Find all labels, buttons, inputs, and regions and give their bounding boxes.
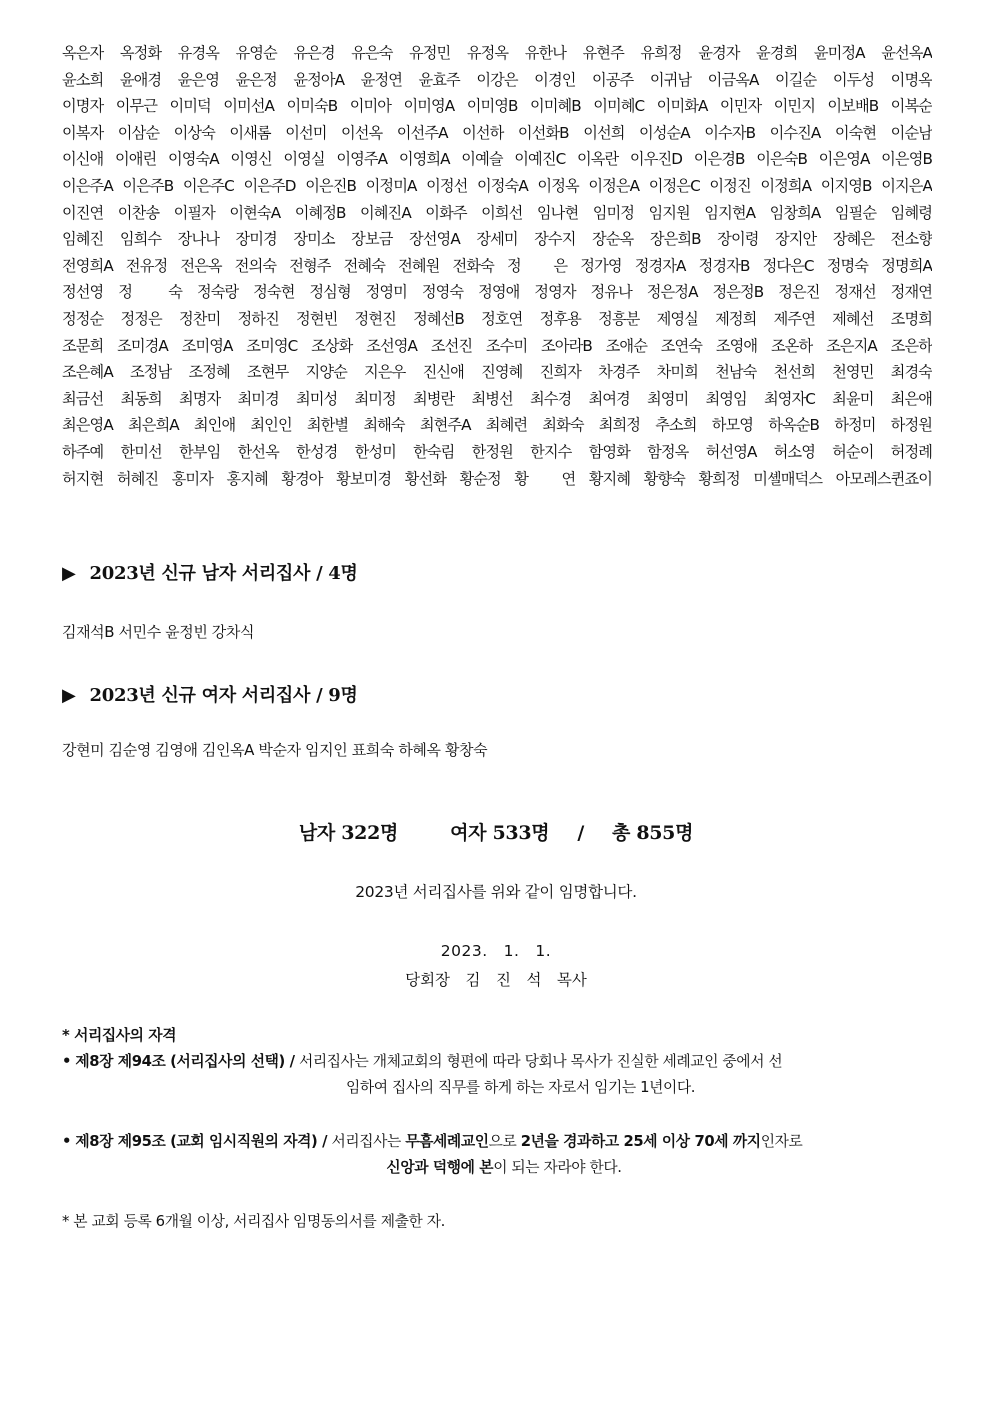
name-row: 옥은자 옥정화 유경옥 유영순 유은경 유은숙 유정민 유정옥 유한나 유현주 유희정 윤경자 윤경희 윤미정A 윤선옥A bbox=[62, 44, 932, 62]
name-row: 이복자 이삼순 이상숙 이새롬 이선미 이선옥 이선주A 이선하 이선화B 이선희 이성순A 이수자B 이수진A 이숙현 이순남 bbox=[62, 123, 932, 142]
new-female-deacons-title: 2023년 신규 여자 서리집사 / 9명 bbox=[89, 685, 358, 706]
name-row: 이은주A 이은주B 이은주C 이은주D 이은진B 이정미A 이정선 이정숙A 이정옥 이정은A 이정은C 이정진 이정희A 이지영B 이지은A bbox=[62, 176, 932, 195]
grand-total: 총 855명 bbox=[611, 822, 694, 844]
signature-line: 당회장 김 진 석 목사 bbox=[405, 971, 587, 989]
name-row: 전영희A 전유정 전은옥 전의숙 전형주 전혜숙 전혜원 전화숙 정 은 정가영 정경자A 정경자B 정다은C 정명숙 정명희A bbox=[62, 256, 932, 275]
article-95-line-2: 신앙과 덕행에 본이 되는 자라야 한다. bbox=[386, 1159, 622, 1176]
arrow-icon: ▶ bbox=[62, 685, 76, 706]
new-female-deacons-names: 강현미 김순영 김영애 김인옥A 박순자 임지인 표희숙 하혜옥 황창숙 bbox=[62, 741, 488, 759]
summary-slash: / bbox=[577, 822, 584, 844]
name-row: 최금선 최동희 최명자 최미경 최미성 최미정 최병란 최병선 최수경 최여경 최영미 최영임 최영자C 최윤미 최은애 bbox=[62, 389, 932, 408]
new-male-deacons-names: 김재석B 서민수 윤정빈 강차식 bbox=[62, 623, 255, 641]
appointment-statement: 2023년 서리집사를 위와 같이 임명합니다. bbox=[355, 883, 637, 901]
new-male-deacons-title: 2023년 신규 남자 서리집사 / 4명 bbox=[89, 563, 358, 584]
name-row: 허지현 허혜진 홍미자 홍지혜 황경아 황보미경 황선화 황순정 황 연 황지혜 황향숙 황희정 미셸매덕스 아모레스퀸죠이 bbox=[62, 469, 932, 488]
name-row: 임혜진 임희수 장나나 장미경 장미소 장보금 장선영A 장세미 장수지 장순옥 장은희B 장이령 장지안 장혜은 전소향 bbox=[62, 230, 932, 249]
total-summary bbox=[0, 818, 992, 845]
bullet-icon: • bbox=[62, 1133, 72, 1150]
article-94-line-2: 임하여 집사의 직무를 하게 하는 자로서 임기는 1년이다. bbox=[346, 1079, 696, 1096]
arrow-icon: ▶ bbox=[62, 563, 76, 584]
new-male-deacons-heading bbox=[62, 559, 358, 585]
qualifications-heading: * 서리집사의 자격 bbox=[62, 1027, 177, 1044]
deacon-name-list bbox=[62, 40, 932, 492]
article-94-line-1 bbox=[62, 1050, 946, 1076]
faith-virtue-emphasis: 신앙과 덕행에 본 bbox=[386, 1159, 494, 1176]
article-94-title: 제8장 제94조 (서리집사의 선택) / bbox=[75, 1053, 295, 1070]
name-row: 정정순 정정은 정찬미 정하진 정현빈 정현진 정혜선B 정호연 정후용 정흥분 제영실 제정희 제주연 제혜선 조명희 bbox=[62, 309, 932, 328]
baptized-member-emphasis: 무흠세례교인 bbox=[405, 1133, 489, 1150]
female-total: 여자 533명 bbox=[450, 822, 550, 844]
registration-note: * 본 교회 등록 6개월 이상, 서리집사 임명동의서를 제출한 자. bbox=[62, 1213, 445, 1230]
new-female-deacons-heading bbox=[62, 681, 358, 707]
name-row: 조은혜A 조정남 조정혜 조현무 지양순 지은우 진신애 진영혜 진희자 차경주 차미희 천남숙 천선희 천영민 최경숙 bbox=[62, 363, 932, 382]
article-95-line-1: • 제8장 제95조 (교회 임시직원의 자격) / 서리집사는 무흠세례교인으로 2년을 경과하고 25세 이상 70세 까지인자로 bbox=[62, 1133, 803, 1150]
qualifications-section bbox=[62, 1024, 946, 1231]
name-row: 하주예 한미선 한부임 한선옥 한성경 한성미 한숙림 한정원 한지수 함영화 함정옥 허선영A 허소영 허순이 허정례 bbox=[62, 442, 932, 461]
bullet-icon: • bbox=[62, 1053, 72, 1070]
name-row: 이신애 이애린 이영숙A 이영신 이영실 이영주A 이영희A 이예슬 이예진C 이옥란 이우진D 이은경B 이은숙B 이은영A 이은영B bbox=[62, 150, 932, 169]
male-total: 남자 322명 bbox=[298, 822, 399, 844]
article-95-title: 제8장 제95조 (교회 임시직원의 자격) / bbox=[75, 1133, 328, 1150]
name-row: 조문희 조미경A 조미영A 조미영C 조상화 조선영A 조선진 조수미 조아라B 조애순 조연숙 조영애 조온하 조은지A 조은하 bbox=[62, 336, 932, 355]
name-row: 윤소희 윤애경 윤은영 윤은정 윤정아A 윤정연 윤효주 이강은 이경인 이공주 이귀남 이금옥A 이길순 이두성 이명옥 bbox=[62, 70, 932, 89]
article-94-text: 서리집사는 개체교회의 형편에 따라 당회나 목사가 진실한 세례교인 중에서 선 bbox=[294, 1053, 783, 1070]
name-row: 이진연 이찬송 이필자 이현숙A 이혜정B 이혜진A 이화주 이희선 임나현 임미정 임지원 임지현A 임창희A 임필순 임혜령 bbox=[62, 203, 932, 222]
name-row: 이명자 이무근 이미덕 이미선A 이미숙B 이미아 이미영A 이미영B 이미혜B 이미혜C 이미화A 이민자 이민지 이보배B 이복순 bbox=[62, 97, 932, 116]
name-row: 정선영 정 숙 정숙랑 정숙현 정심형 정영미 정영숙 정영애 정영자 정유나 정은정A 정은정B 정은진 정재선 정재연 bbox=[62, 283, 932, 302]
age-requirement-emphasis: 2년을 경과하고 25세 이상 70세 까지 bbox=[520, 1133, 761, 1150]
name-row: 최은영A 최은희A 최인애 최인인 최한별 최해숙 최현주A 최혜련 최화숙 최희정 추소희 하모영 하옥순B 하정미 하정원 bbox=[62, 416, 932, 435]
appointment-date: 2023. 1. 1. bbox=[440, 942, 552, 960]
